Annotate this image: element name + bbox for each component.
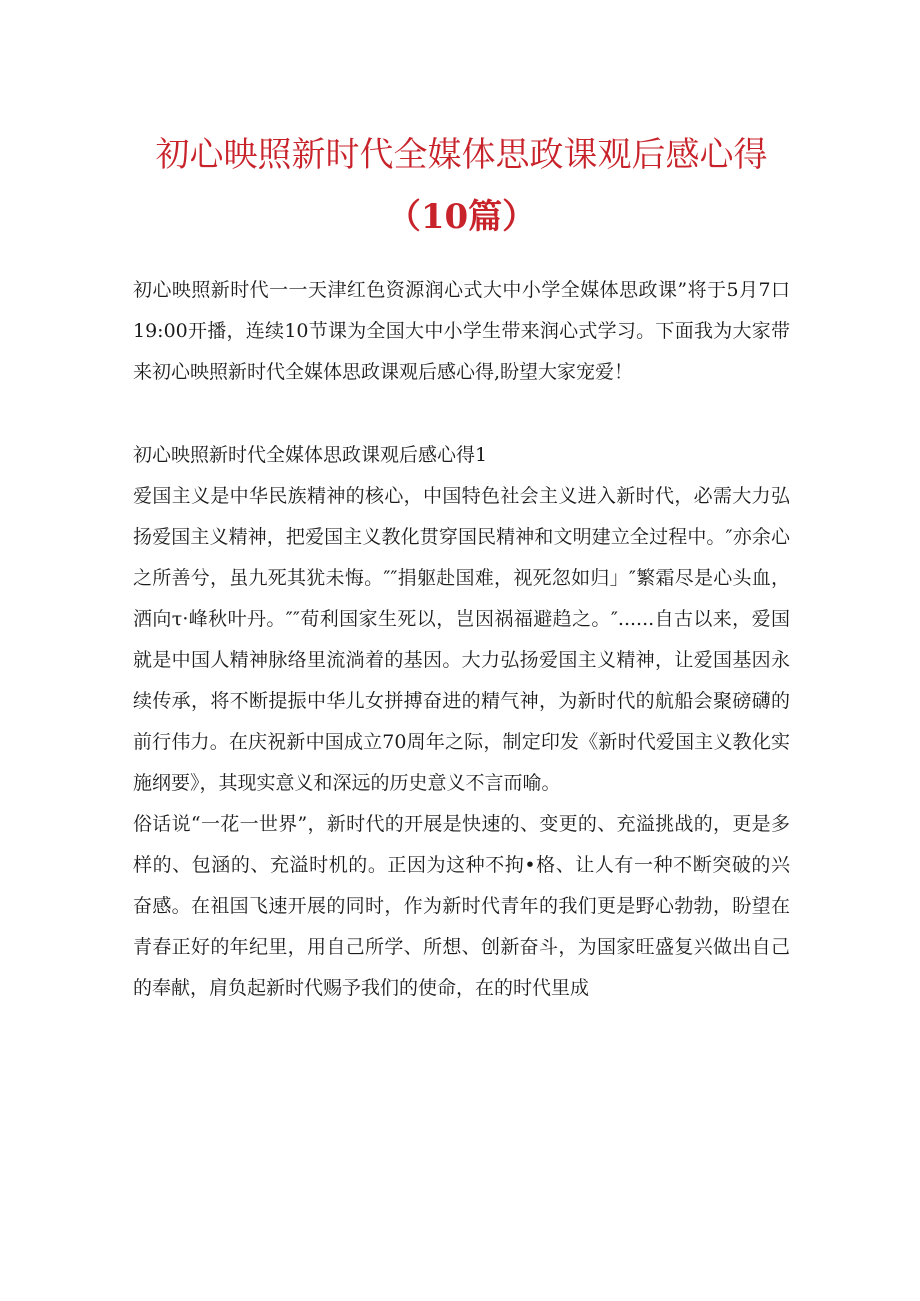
intro-paragraph: 初心映照新时代一一天津红色资源润心式大中小学全媒体思政课”将于5月7口19:00开播，连续10节课为全国大中小学生带来润心式学习。下面我为大家带来初心映照新时代全媒体思政课观后感心得,盼望大家宠爱！ <box>133 279 790 383</box>
body-paragraph: 爱国主义是中华民族精神的核心，中国特色社会主义进入新时代，必需大力弘扬爱国主义精神，把爱国主义教化贯穿国民精神和文明建立全过程中。″亦余心之所善兮，虽九死其犹未悔。″″捐躯赴国难，视死忽如归」″繁霜尽是心头血，洒向τ·峰秋叶丹。″″荀利国家生死以，岂因祸福避趋之。″......自古以来，爱国就是中国人精神脉络里流淌着的基因。大力弘扬爱国主义精神，让爱国基因永续传承，将不断提振中华儿女拼搏奋进的精气神，为新时代的航船会聚磅礴的前行伟力。在庆祝新中国成立70周年之际，制定印发《新时代爱国主义教化实施纲要》，其现实意义和深远的历史意义不言而喻。 <box>133 485 790 794</box>
title-line-1: 初心映照新时代全媒体思政课观后感心得 <box>155 135 768 175</box>
title-line-2: （10篇） <box>386 197 537 237</box>
body-paragraph: 俗话说“一花一世界”，新时代的开展是快速的、变更的、充溢挑战的，更是多样的、包涵的、充溢时机的。正因为这种不拘•格、让人有一种不断突破的兴奋感。在祖国飞速开展的同时，作为新时代青年的我们更是野心勃勃，盼望在青春正好的年纪里，用自己所学、所想、创新奋斗，为国家旺盛复兴做出自己的奉献，肩负起新时代赐予我们的使命，在的时代里成 <box>133 813 790 999</box>
section-heading: 初心映照新时代全媒体思政课观后感心得1 <box>133 444 488 466</box>
document-title <box>133 0 790 248</box>
